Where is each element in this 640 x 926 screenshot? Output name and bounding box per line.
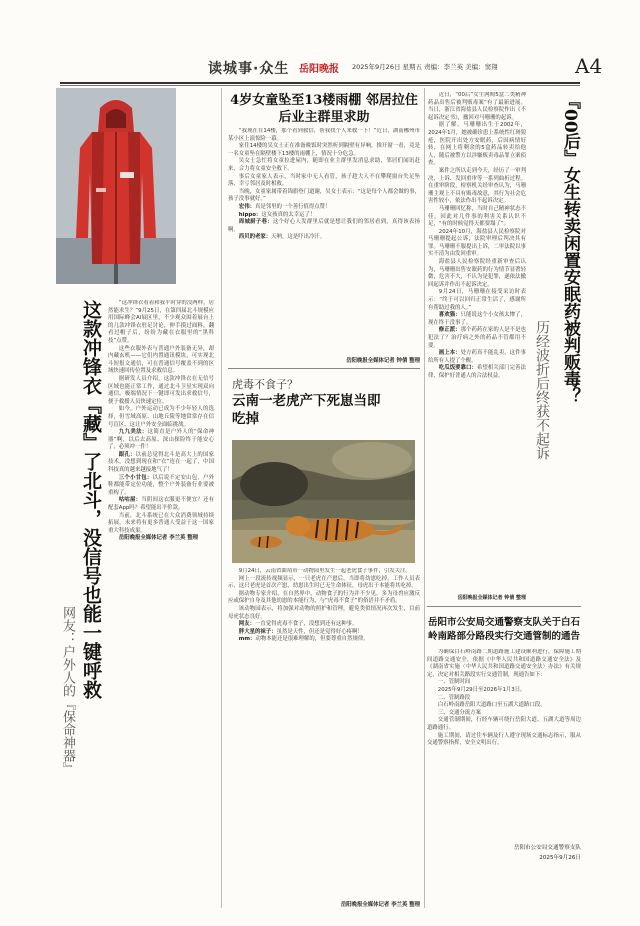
paragraph: 海盐县人民检察院经重新审查后认为，马珊珊出售安眠药的行为情节显著轻微，危害不大，不认为是犯罪，遂依法撤回起诉并作出不起诉决定。 [428,259,526,288]
comment-author: 喜欢猫： [438,312,461,319]
section-divider [228,368,420,369]
header-rule-thin [60,85,580,86]
jacket-photo [56,88,176,284]
comment-text: 当阴间这衣服更不便宜？还有配套App吗？希望能出平价款。 [108,497,214,512]
column-divider [424,88,425,908]
comment-text: 一直觉得虎毒不食子，没想到还有这种事。 [254,621,358,628]
comment-text: 这个好心人发群里后就是想让我们的邻居看到，真得该表扬啊。 [228,219,420,233]
comment-text: 这简直是户外人的“保命神器”啊，以后去高原、深山探险终于能安心了，必须冲一件！ [108,429,214,451]
paragraph: “我现在在14楼，那个看到救信，帮我找个人来救一下！”近日，湖南郴州市某小区上演惊险一幕。 [228,128,420,142]
comment-text: 动物本能还是很难理解的，但要尊重自然规律。 [255,636,369,643]
paragraph: 吴女士急忙将女童拉进屋内，随即在业主群里发消息求助，邻居们闻讯赶来，合力将女童安全救下。 [228,158,420,172]
section-title: 读城事·众生 [208,61,290,77]
comment-author: 胖大星的袜子： [238,628,277,635]
comment-text: 希望相关部门完善法律，保护好普通人的合法权益。 [428,365,526,379]
comment-text: 这女孩真的太幸运了！ [261,211,316,218]
comment-author: 九九美法： [118,429,148,436]
paragraph: 网上一段流传视频显示，一只老虎在产崽后，当即将幼崽吃掉。工作人员表示，这只老虎是首次产崽，幼崽出生时已无生命体征，母虎出于本能将其吃掉。 [228,575,420,590]
comment [108,452,214,475]
page-header [0,52,640,82]
paragraph: 该动物园表示，将加强对动物的照护和管理，避免类似情况再次发生，目前母虎状态良好。 [228,605,420,620]
paragraph: 2024年10月，海盐县人民检察院对马珊珊提起公诉，法院审理后判决其有罪。马珊珊不服提出上诉，二审法院以事实不清为由发回重审。 [428,228,526,258]
paragraph: 二、管制路段 [437,694,471,701]
comment [228,621,420,629]
comment [108,429,214,452]
girl-article-body [228,128,420,354]
comment-text: 处方药真不能乱卖，这件事给所有人提了个醒。 [428,350,526,364]
comment-text: 真是邻里的一个善行值得点赞！ [254,203,331,210]
paragraph: 白石岭南路岳阳大道路口至五湖大道路口段。 [437,702,546,709]
newspaper-logo: 岳阳晚报 [299,64,339,75]
page-number: A4 [575,54,603,78]
notice-signoff: 岳阳市公安局交通警察支队 [513,845,581,851]
comment-text: 以后说不定安山包，户外鞋都能带定位功能，整个户外装备行业要被重构了。 [108,474,214,496]
paragraph: 据研发人员介绍，这款冲锋衣在无信号区域也能正常工作，通过北斗卫星实现双向通信，极端情况下一键即可发出求救信号，便于救援人员快速定位。 [108,375,214,405]
paragraph: 三、交通分流方案 [437,709,481,716]
paragraph: 近日，“00后”女生网购5盒二类精神药品出售后被判贩毒案“有了最新进展。当日，浙江省海盐县人民检察院作出《不起诉决定书》，撤回对马珊珊的起诉。 [428,92,526,121]
paragraph: 如今，户外运动已成为不少年轻人的选择，但雪域高原、山地丘陵等地常常存在信号盲区，这让户外安全面临挑战。 [108,406,214,428]
article-credit: 岳阳晚报全媒体记者 钟倩 整理 [457,595,526,601]
header-rule [60,82,580,84]
jacket-article-subtitle: 网友：户外人的『保命神器』 [60,606,75,775]
comment-author: hippo： [238,211,262,218]
paragraph: 为确保白石岭南路二期道路施工建设顺利进行，保障施工期间道路交通安全，依据《中华人民共和国道路交通安全法》及《湖南省实施〈中华人民共和国道路交通安全法〉办法》有关规定，决定对相关路段实行交通管制，现通告如下： [427,649,581,678]
tiger-article-body [228,568,420,868]
tiger-article-kicker: 虎毒不食子？ [232,378,298,391]
comment [228,636,420,644]
comment-author: 宏伟： [238,203,255,210]
comment [228,212,420,220]
paragraph: 据动物专家介绍，在自然界中，动物食子的行为并不少见，多为母兽应激反应或保护自身及其他幼崽的本能行为，与“虎毒不食子”的俗语并不矛盾。 [228,590,420,605]
paragraph: 事后女童家人表示，当时家中无人看管，孩子趁大人不在攀爬窗台失足坠落，幸亏邻居及时相救。 [228,173,420,188]
paragraph: 施工期间，请过往车辆及行人遵守现场交通标志指示，服从交通警察指挥，安全文明出行。 [427,732,581,747]
comment [428,365,526,380]
tiger-article-title: 云南一老虎产下死崽当即吃掉 [232,393,381,427]
column-divider [221,88,222,908]
paragraph: 马珊珊回忆称，当时自己精神状态不佳，因此对几件事的利害关系认识不足，“有的时候觉得天都要塌了”。 [428,205,526,228]
drug-article-body [428,92,526,592]
paragraph: 9月24日，云南省曲靖市一动物园里发生一起老虎食子事件，引发关注。 [238,568,411,574]
comment-author: 修正派： [438,327,461,334]
comment-author: 咕咕屋： [118,497,142,504]
paragraph: 9月24日，马珊珊在接受采访时表示：“终于可以回归正常生活了，感谢所有帮助过我的人。” [428,289,526,311]
comment-author: mm： [238,636,256,643]
notice-body [427,649,581,839]
comment [428,327,526,350]
paragraph: 当晚，女童家属带着锦旗登门道谢，吴女士表示：“这是每个人都会做的事，孩子没事就好。” [228,188,420,203]
comment-author: 周城厨子巷： [238,219,273,226]
comment-text: 只能说这个小女孩太惨了，现在终于没事了。 [428,312,526,326]
jacket-article-title: 这款冲锋衣『藏』了北斗，没信号也能一键呼救 [80,300,102,699]
paragraph: “这冲锋衣看着和我平时穿的没两样，居然能求生？”9月25日，在第四届北斗规模应用国际峰会AI展区里，不少观众围着展台上的几款冲锋衣驻足讨论，伸手摸过面料，翻看过帽子后，纷纷为藏在衣服里的“黑科技”点赞。 [108,300,214,344]
comment [428,312,526,327]
comment-text: 天呐，这是吓出冷汗。 [271,234,326,241]
paragraph: 案件之所以走到今天，经历了一审判决、上诉、发回重审等一系列曲折过程。在重审阶段，检察机关经审查认为，马珊珊主观上不具有贩毒故意，其行为社会危害性较小，依法作出不起诉决定。 [428,167,526,205]
tiger-photo [232,440,415,563]
comment [108,475,214,498]
comment [228,234,420,242]
section-divider [427,606,581,607]
comment [228,219,420,234]
paragraph: 2025年9月29日至2026年1月3日。 [437,686,526,693]
paragraph: 这些衣服外表与普通户外装备无异，却内藏玄机——它们内置通讯模块，可实现北斗短报文通信，可在普通信号覆盖不到的区域快速回传位置及求救信息。 [108,345,214,375]
issue-meta: 2025年9月26日 星期五 责编：李兰英 美编：窦翔 [352,63,498,71]
drug-article-title: 『00后』女生转卖闲置安眠药被判贩毒？ [560,92,580,405]
comment-author: 跟孔： [118,451,136,458]
notice-date: 2025年9月26日 [539,855,581,861]
paragraph: 交通管制期间，行经车辆可绕行岳阳大道、五湖大道等周边道路通行。 [427,717,581,731]
comment-author: 吃瓜饭要靠口： [438,365,477,372]
paragraph: 据了解，马珊珊出生于2002年，2024年1月，她被确诊患上系统性红斑狼疮，医院开出处方安眠药，后因病情好转，在网上将剩余的5盒药品转卖给他人，随后被警方以涉嫌贩卖毒品罪立案侦查。 [428,122,526,167]
comment [428,350,526,365]
comment-author: 画上本： [438,350,461,357]
jacket-article-body [108,300,214,910]
comment-author: 三个小甘包： [118,474,153,481]
comment-author: 西贝的老家： [238,234,272,241]
comment-text: 那个药药在家的人是不是也犯法了？治疗病之外的药品不管都用不要。 [428,327,526,349]
paragraph: 家住14楼的吴女士正在准备晚饭时突然听到隔壁有异响，推开窗一看，竟是一名女童坠在隔壁楼下13楼的雨棚上，情况十分危急。 [228,143,420,157]
girl-article-title: 4岁女童坠至13楼雨棚 邻居拉住后业主群里求助 [230,93,418,125]
paragraph: 当前，北斗系统已在大众消费领域持续拓展，未来将有更多普通人受益于这一国家重大科技成果。 [108,512,214,534]
notice-title: 岳阳市公安局交通警察支队关于白石岭南路部分路段实行交通管制的通告 [427,617,580,642]
comment-text: 以前总觉得北斗是高大上的国家技术，没想到现在和“衣”连在一起了，中国科技真的越来越接地气了！ [108,451,214,474]
comment-text: 虽然是天性，但还是觉得好心疼啊！ [276,628,363,635]
comment-author: 网友： [238,621,255,628]
drug-article-subtitle: 历经波折后终获不起诉 [534,320,550,460]
comment [108,497,214,512]
article-credit: 岳阳晚报全媒体记者 李兰英 整理 [118,535,199,542]
traffic-notice [427,616,581,904]
comment [228,204,420,212]
article-credit: 岳阳晚报全媒体记者 李兰英 整理 [340,902,420,908]
article-credit: 岳阳晚报全媒体记者 钟倩 整理 [346,358,420,364]
paragraph: 一、管制时间 [437,679,471,686]
